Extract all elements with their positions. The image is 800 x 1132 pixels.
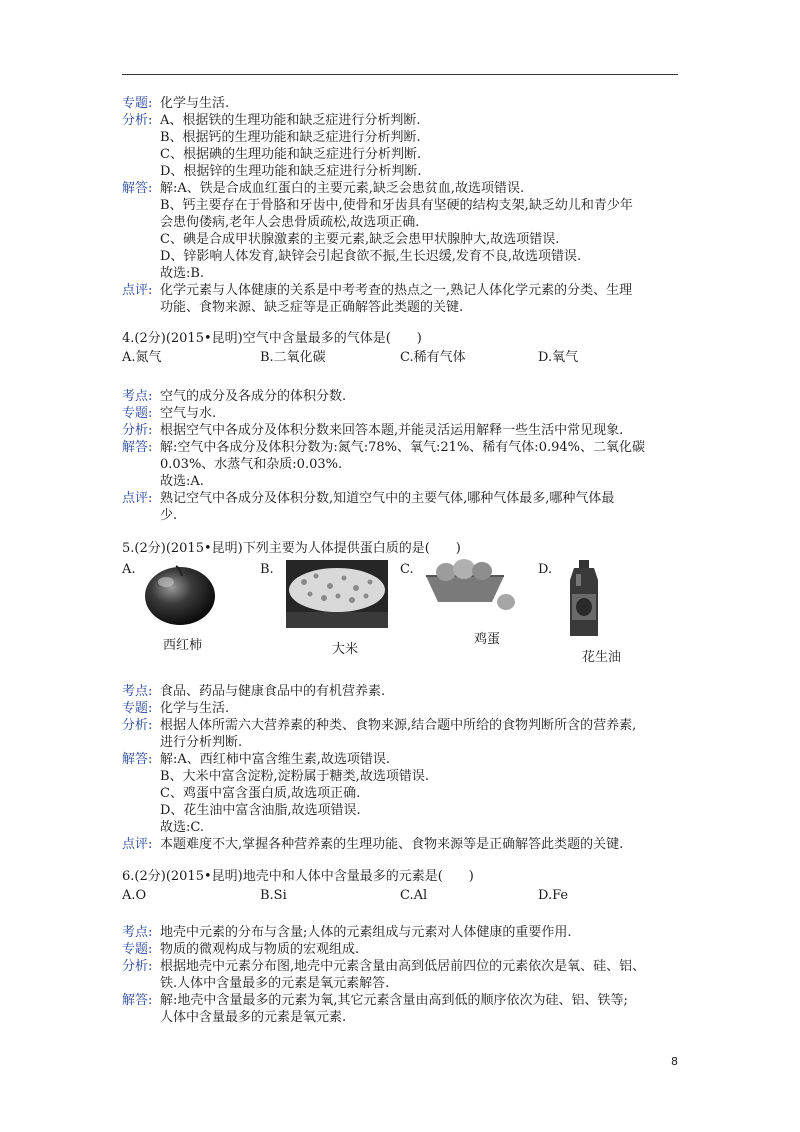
jieda-line: 解:A、西红柿中富含维生素,故选项错误.	[160, 752, 391, 767]
option-d: D.Fe	[538, 888, 569, 903]
option-b: B.二氧化碳	[260, 350, 326, 365]
fenxi-line: B、根据钙的生理功能和缺乏症进行分析判断.	[160, 130, 421, 145]
tomato-image	[140, 560, 220, 626]
option-d: D.氧气	[538, 350, 579, 365]
jieda-label: 解答:	[122, 181, 153, 196]
zhuanti-text: 空气与水.	[160, 406, 217, 421]
option-c: C.稀有气体	[400, 350, 466, 365]
jieda-line: 故选:C.	[160, 820, 204, 835]
kaodian-label: 考点:	[122, 925, 153, 940]
caption-eggs: 鸡蛋	[474, 632, 501, 647]
jieda-line: 故选:B.	[160, 266, 205, 281]
option-a: A.	[122, 562, 136, 577]
dianping-text: 本题难度不大,掌握各种营养素的生理功能、食物来源等是正确解答此类题的关键.	[160, 837, 624, 852]
caption-rice: 大米	[332, 642, 359, 657]
fenxi-line: 根据地壳中元素分布图,地壳中元素含量由高到低居前四位的元素依次是氧、硅、铝、	[160, 959, 646, 974]
fenxi-line: D、根据锌的生理功能和缺乏症进行分析判断.	[160, 164, 422, 179]
jieda-line: 故选:A.	[160, 474, 204, 489]
kaodian-label: 考点:	[122, 389, 153, 404]
dianping-label: 点评:	[122, 283, 153, 298]
zhuanti-label: 专题:	[122, 942, 153, 957]
kaodian-text: 食品、药品与健康食品中的有机营养素.	[160, 684, 386, 699]
dianping-line: 熟记空气中各成分及体积分数,知道空气中的主要气体,哪种气体最多,哪种气体最	[160, 491, 615, 506]
eggs-image	[420, 558, 520, 622]
option-a: A.氮气	[122, 350, 162, 365]
jieda-label: 解答:	[122, 752, 153, 767]
fenxi-label: 分析:	[122, 423, 153, 438]
jieda-label: 解答:	[122, 440, 153, 455]
fenxi-line: A、根据铁的生理功能和缺乏症进行分析判断.	[160, 113, 421, 128]
jieda-line: D、锌影响人体发育,缺锌会引起食欲不振,生长迟缓,发育不良,故选项错误.	[160, 249, 582, 264]
peanut-oil-image	[566, 560, 602, 640]
option-a: A.O	[122, 888, 147, 903]
option-c: C.Al	[400, 888, 428, 903]
jieda-line: 解:地壳中含量最多的元素为氧,其它元素含量由高到低的顺序依次为硅、铝、铁等;	[160, 993, 628, 1008]
option-b: B.Si	[260, 888, 287, 903]
jieda-line: 解:空气中各成分及体积分数为:氮气:78%、氧气:21%、稀有气体:0.94%、二氧化碳	[160, 440, 645, 455]
jieda-label: 解答:	[122, 993, 153, 1008]
option-b: B.	[260, 562, 274, 577]
fenxi-line: 根据人体所需六大营养素的种类、食物来源,结合题中所给的食物判断所含的营养素,	[160, 718, 637, 733]
jieda-line: C、碘是合成甲状腺激素的主要元素,缺乏会患甲状腺肿大,故选项错误.	[160, 232, 560, 247]
caption-tomato: 西红柿	[163, 638, 203, 653]
jieda-line: B、钙主要存在于骨胳和牙齿中,使骨和牙齿具有坚硬的结构支架,缺乏幼儿和青少年	[160, 198, 633, 213]
jieda-line: 0.03%、水蒸气和杂质:0.03%.	[160, 457, 343, 472]
kaodian-text: 空气的成分及各成分的体积分数.	[160, 389, 347, 404]
question-stem: 5.(2分)(2015•昆明)下列主要为人体提供蛋白质的是( )	[122, 541, 461, 556]
zhuanti-label: 专题:	[122, 96, 153, 111]
fenxi-line: 铁.人体中含量最多的元素是氧元素解答.	[160, 976, 390, 991]
jieda-line: 会患佝偻病,老年人会患骨质疏松,故选项正确.	[160, 215, 420, 230]
fenxi-label: 分析:	[122, 959, 153, 974]
fenxi-label: 分析:	[122, 718, 153, 733]
fenxi-label: 分析:	[122, 113, 153, 128]
fenxi-text: 根据空气中各成分及体积分数来回答本题,并能灵活运用解释一些生活中常见现象.	[160, 423, 624, 438]
kaodian-label: 考点:	[122, 684, 153, 699]
dianping-line: 少.	[160, 508, 178, 523]
jieda-line: D、花生油中富含油脂,故选项错误.	[160, 803, 361, 818]
option-c: C.	[400, 562, 414, 577]
caption-peanut-oil: 花生油	[582, 650, 622, 665]
zhuanti-label: 专题:	[122, 701, 153, 716]
page-number: 8	[671, 1055, 678, 1068]
dianping-line: 功能、食物来源、缺乏症等是正确解答此类题的关键.	[160, 300, 464, 315]
zhuanti-text: 物质的微观构成与物质的宏观组成.	[160, 942, 360, 957]
option-d: D.	[538, 562, 553, 577]
jieda-line: B、大米中富含淀粉,淀粉属于糖类,故选项错误.	[160, 769, 429, 784]
zhuanti-text: 化学与生活.	[160, 96, 230, 111]
dianping-label: 点评:	[122, 837, 153, 852]
dianping-line: 化学元素与人体健康的关系是中考考查的热点之一,熟记人体化学元素的分类、生理	[160, 283, 633, 298]
kaodian-text: 地壳中元素的分布与含量;人体的元素组成与元素对人体健康的重要作用.	[160, 925, 572, 940]
jieda-line: C、鸡蛋中富含蛋白质,故选项正确.	[160, 786, 361, 801]
header-rule	[122, 74, 678, 75]
dianping-label: 点评:	[122, 491, 153, 506]
zhuanti-label: 专题:	[122, 406, 153, 421]
zhuanti-text: 化学与生活.	[160, 701, 230, 716]
jieda-line: 解:A、铁是合成血红蛋白的主要元素,缺乏会患贫血,故选项错误.	[160, 181, 525, 196]
jieda-line: 人体中含量最多的元素是氧元素.	[160, 1010, 347, 1025]
fenxi-line: C、根据碘的生理功能和缺乏症进行分析判断.	[160, 147, 422, 162]
question-stem: 4.(2分)(2015•昆明)空气中含量最多的气体是( )	[122, 331, 422, 346]
question-stem: 6.(2分)(2015•昆明)地壳中和人体中含量最多的元素是( )	[122, 869, 474, 884]
rice-image	[286, 560, 388, 628]
fenxi-line: 进行分析判断.	[160, 735, 243, 750]
